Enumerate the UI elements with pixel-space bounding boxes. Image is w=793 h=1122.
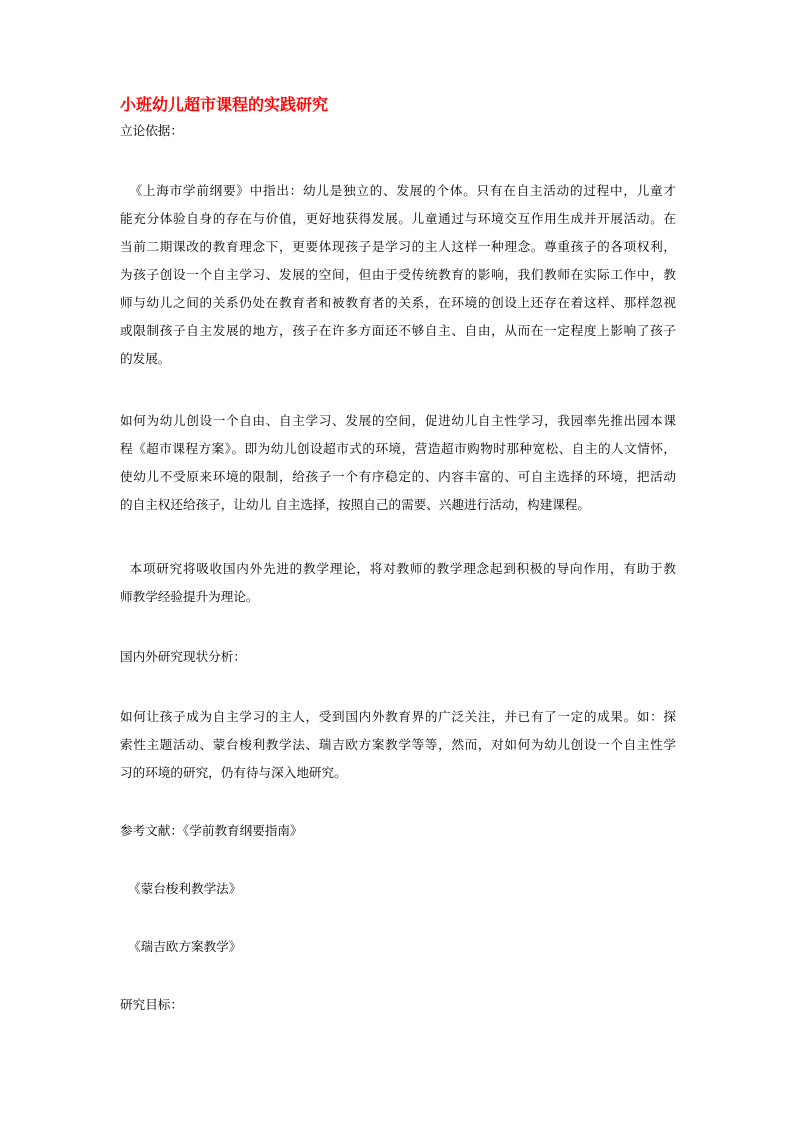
analysis-heading: 国内外研究现状分析： bbox=[120, 649, 246, 664]
paragraph-line: 索性主题活动、蒙台梭利教学法、瑞吉欧方案教学等等，然而，对如何为幼儿创设一个自主性学 bbox=[120, 737, 676, 752]
references-line: 参考文献：《学前教育纲要指南》 bbox=[120, 823, 303, 838]
paragraph-line: 如何让孩子成为自主学习的主人，受到国内外教育界的广泛关注，并已有了一定的成果。如：探 bbox=[120, 709, 676, 724]
paragraph-significance bbox=[120, 560, 676, 616]
paragraph-line: 师与幼儿之间的关系仍处在教育者和被教育者的关系，在环境的创设上还存在着这样、那样忽视 bbox=[120, 295, 676, 310]
paragraph-line: 本项研究将吸收国内外先进的教学理论，将对教师的教学理念起到积极的导向作用，有助于教 bbox=[120, 561, 676, 576]
paragraph-line: 当前二期课改的教育理念下，更要体现孩子是学习的主人这样一种理念。尊重孩子的各项权利， bbox=[120, 239, 676, 254]
paragraph-approach bbox=[120, 412, 676, 524]
reference-item: 《蒙台梭利教学法》 bbox=[120, 881, 242, 896]
paragraph-line: 的自主权还给孩子，让幼儿 自主选择，按照自己的需要、兴趣进行活动，构建课程。 bbox=[120, 497, 590, 512]
paragraph-line: 习的环境的研究，仍有待与深入地研究。 bbox=[120, 765, 347, 780]
paragraph-line: 的发展。 bbox=[120, 351, 171, 366]
paragraph-line: 程《超市课程方案》。即为幼儿创设超市式的环境，营造超市购物时那种宽松、自主的人文情怀， bbox=[120, 441, 676, 456]
paragraph-basis bbox=[120, 182, 676, 378]
paragraph-line: 能充分体验自身的存在与价值，更好地获得发展。儿童通过与环境交互作用生成并开展活动。在 bbox=[120, 211, 676, 226]
goals-heading: 研究目标： bbox=[120, 997, 183, 1012]
paragraph-line: 如何为幼儿创设一个自由、自主学习、发展的空间，促进幼儿自主性学习，我园率先推出园本课 bbox=[120, 413, 676, 428]
paragraph-line: 使幼儿不受原来环境的限制，给孩子一个有序稳定的、内容丰富的、可自主选择的环境，把活动 bbox=[120, 469, 676, 484]
paragraph-line: 师教学经验提升为理论。 bbox=[120, 589, 259, 604]
paragraph-line: 为孩子创设一个自主学习、发展的空间，但由于受传统教育的影响，我们教师在实际工作中，教 bbox=[120, 267, 676, 282]
paragraph-line: 或限制孩子自主发展的地方，孩子在许多方面还不够自主、自由，从而在一定程度上影响了孩子 bbox=[120, 323, 676, 338]
document-title: 小班幼儿超市课程的实践研究 bbox=[120, 95, 329, 114]
paragraph-analysis bbox=[120, 708, 676, 792]
basis-heading: 立论依据： bbox=[120, 123, 183, 138]
reference-item: 《瑞吉欧方案教学》 bbox=[120, 939, 242, 954]
paragraph-line: 《上海市学前纲要》中指出：幼儿是独立的、发展的个体。只有在自主活动的过程中，儿童才 bbox=[120, 183, 676, 198]
